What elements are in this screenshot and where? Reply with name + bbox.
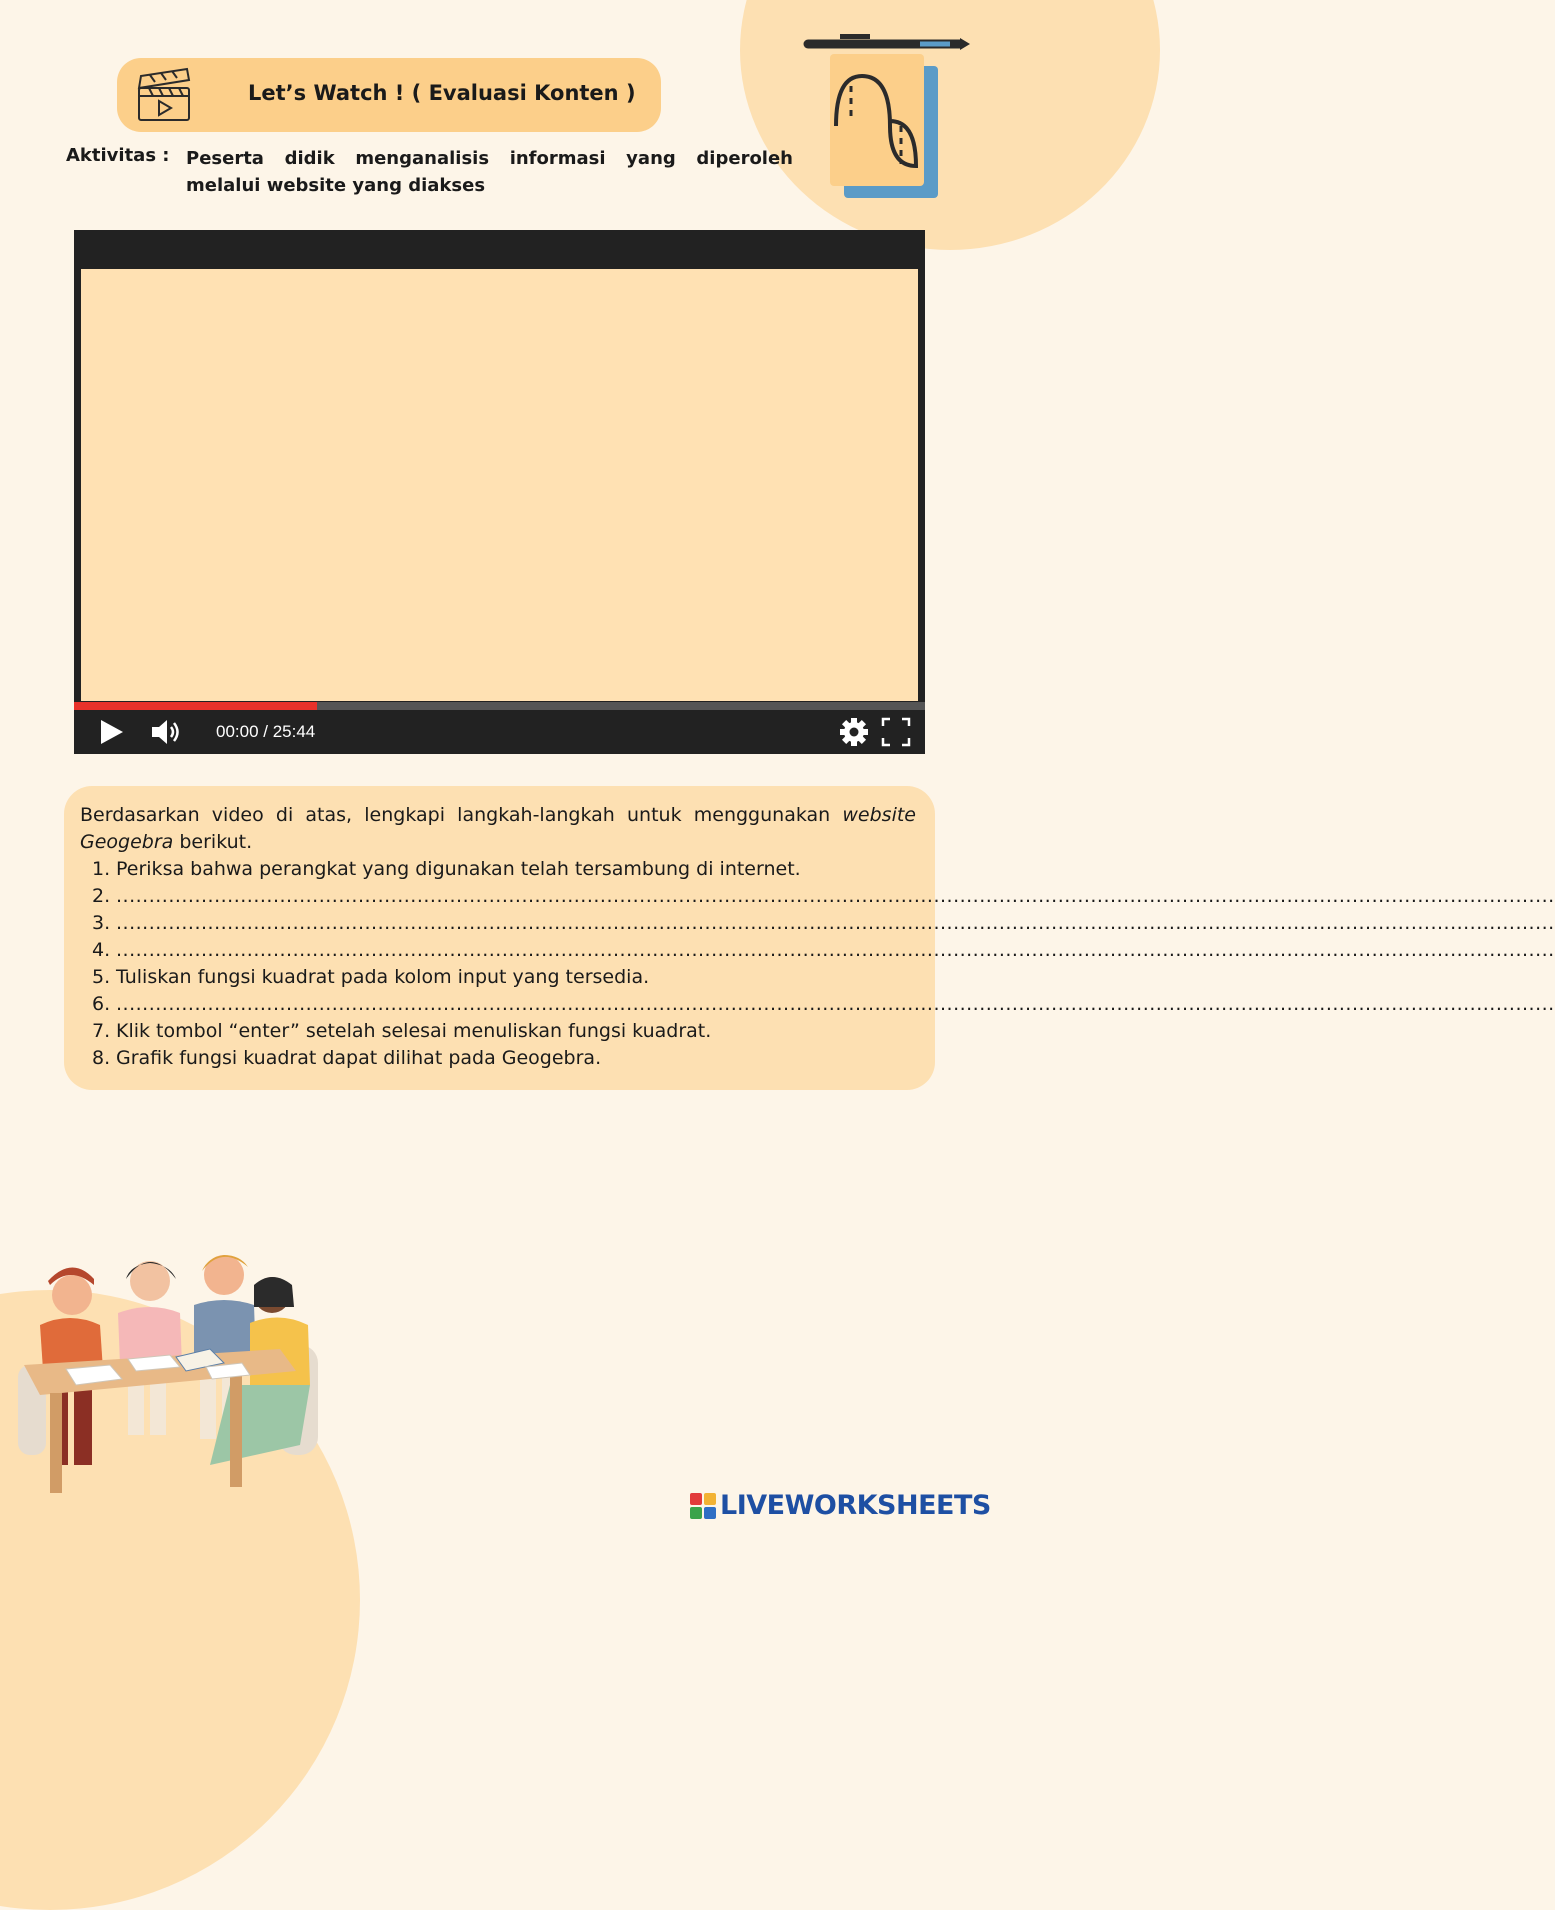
liveworksheets-logo-icon	[690, 1493, 716, 1519]
task-step-number: 5.	[92, 966, 111, 988]
task-step-7	[92, 1018, 916, 1045]
task-step-number: 1.	[92, 858, 111, 880]
task-step-5	[92, 964, 916, 991]
task-step-8	[92, 1045, 916, 1072]
task-step-blank[interactable]: ............................................................................................................................................................................................................................	[116, 912, 1555, 934]
task-step-text: Periksa bahwa perangkat yang digunakan telah tersambung di internet.	[116, 858, 801, 880]
activity-label: Aktivitas :	[66, 145, 170, 166]
task-step-number: 7.	[92, 1020, 111, 1042]
students-studying-illustration	[10, 1245, 340, 1505]
task-intro-tail: berikut.	[173, 831, 253, 853]
task-step-text: Tuliskan fungsi kuadrat pada kolom input yang tersedia.	[116, 966, 650, 988]
steps-list	[92, 856, 1555, 1072]
task-step-2	[92, 883, 1555, 910]
task-step-1	[92, 856, 916, 883]
play-icon[interactable]	[98, 717, 126, 747]
task-intro-emphasis: website Geogebra	[80, 804, 916, 853]
task-step-number: 4.	[92, 939, 111, 961]
progress-bar[interactable]	[74, 702, 925, 710]
settings-gear-icon[interactable]	[838, 716, 870, 748]
task-step-number: 8.	[92, 1047, 111, 1069]
fullscreen-icon[interactable]	[880, 716, 912, 748]
task-step-6	[92, 991, 1555, 1018]
clapperboard-play-icon	[135, 66, 193, 124]
task-step-text: Klik tombol “enter” setelah selesai menuliskan fungsi kuadrat.	[116, 1020, 712, 1042]
progress-fill	[74, 702, 317, 710]
page-title: Let’s Watch ! ( Evaluasi Konten )	[248, 81, 636, 105]
task-intro-text: Berdasarkan video di atas, lengkapi langkah-langkah untuk menggunakan	[80, 804, 843, 826]
task-step-blank[interactable]: ............................................................................................................................................................................................................................	[116, 939, 1555, 961]
video-screen[interactable]	[81, 269, 918, 701]
brand-logo	[690, 1490, 991, 1521]
task-step-number: 2.	[92, 885, 111, 907]
task-panel	[64, 786, 1555, 1090]
task-instructions	[80, 802, 916, 856]
task-step-number: 3.	[92, 912, 111, 934]
task-step-number: 6.	[92, 993, 111, 1015]
task-step-blank[interactable]: ............................................................................................................................................................................................................................	[116, 993, 1555, 1015]
task-step-blank[interactable]: ............................................................................................................................................................................................................................	[116, 885, 1555, 907]
pen-ruler-decoration-icon	[800, 26, 975, 206]
task-step-4	[92, 937, 1555, 964]
volume-icon[interactable]	[150, 717, 186, 747]
task-step-text: Grafik fungsi kuadrat dapat dilihat pada Geogebra.	[116, 1047, 602, 1069]
video-player[interactable]	[74, 230, 925, 754]
brand-name: LIVEWORKSHEETS	[720, 1490, 991, 1521]
time-display: 00:00 / 25:44	[216, 722, 316, 741]
task-step-3	[92, 910, 1555, 937]
activity-description: Peserta didik menganalisis informasi yang diperoleh melalui website yang diakses	[186, 148, 793, 196]
